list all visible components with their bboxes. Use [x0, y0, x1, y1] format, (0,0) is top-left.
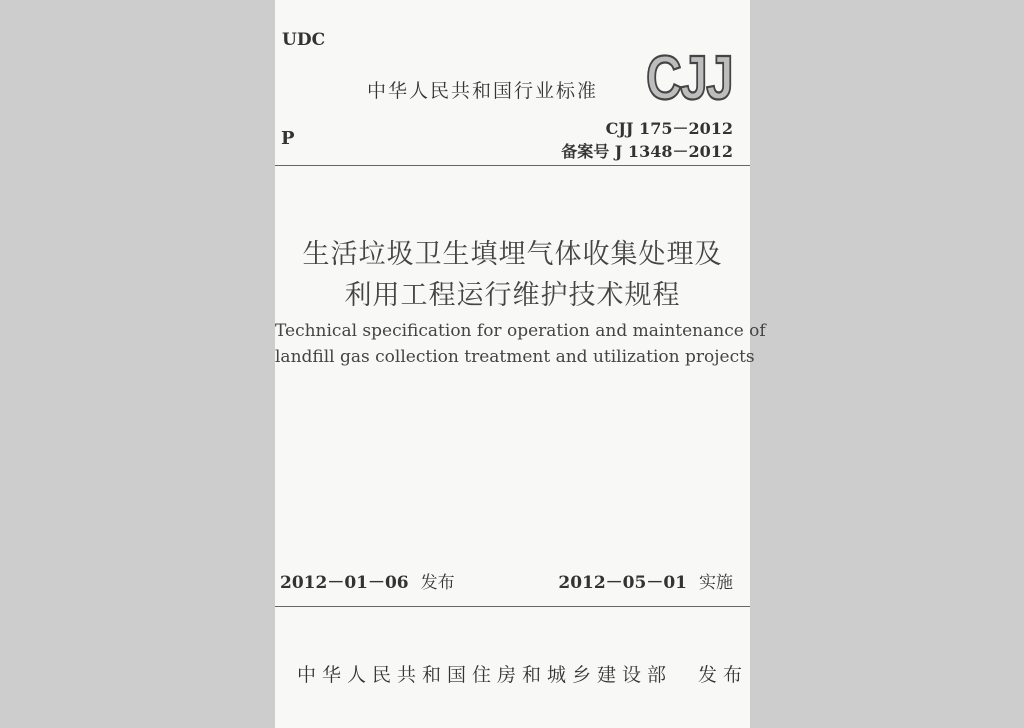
- classification-label: P: [281, 128, 295, 149]
- issue-date: 2012－01－06: [280, 573, 409, 593]
- svg-text:CJJ: CJJ: [646, 44, 732, 113]
- bottom-divider: [275, 606, 750, 607]
- publisher-name: 中华人民共和国住房和城乡建设部: [297, 664, 673, 686]
- title-en-line-2: landfill gas collection treatment and utilization projects: [275, 347, 755, 367]
- title-en-line-1: Technical specification for operation and maintenance of: [275, 321, 766, 341]
- industry-standard-heading: 中华人民共和国行业标准: [367, 80, 599, 102]
- standard-cover-page: [275, 0, 766, 728]
- title-cn-line-1: 生活垃圾卫生填埋气体收集处理及: [302, 239, 723, 270]
- standard-code: CJJ 175－2012: [605, 119, 733, 138]
- issue-label: 发布: [420, 573, 455, 593]
- issue-date-block: [280, 568, 455, 593]
- record-number: 备案号 J 1348－2012: [561, 142, 733, 161]
- udc-label: UDC: [282, 30, 326, 50]
- cjj-logo: [643, 44, 736, 113]
- implement-label: 实施: [699, 573, 733, 593]
- top-divider: [275, 165, 750, 166]
- publisher-block: [297, 660, 748, 687]
- implement-date: 2012－05－01: [558, 573, 687, 593]
- publish-label: 发布: [698, 664, 749, 686]
- title-cn-line-2: 利用工程运行维护技术规程: [344, 280, 681, 311]
- implement-date-block: [558, 568, 733, 593]
